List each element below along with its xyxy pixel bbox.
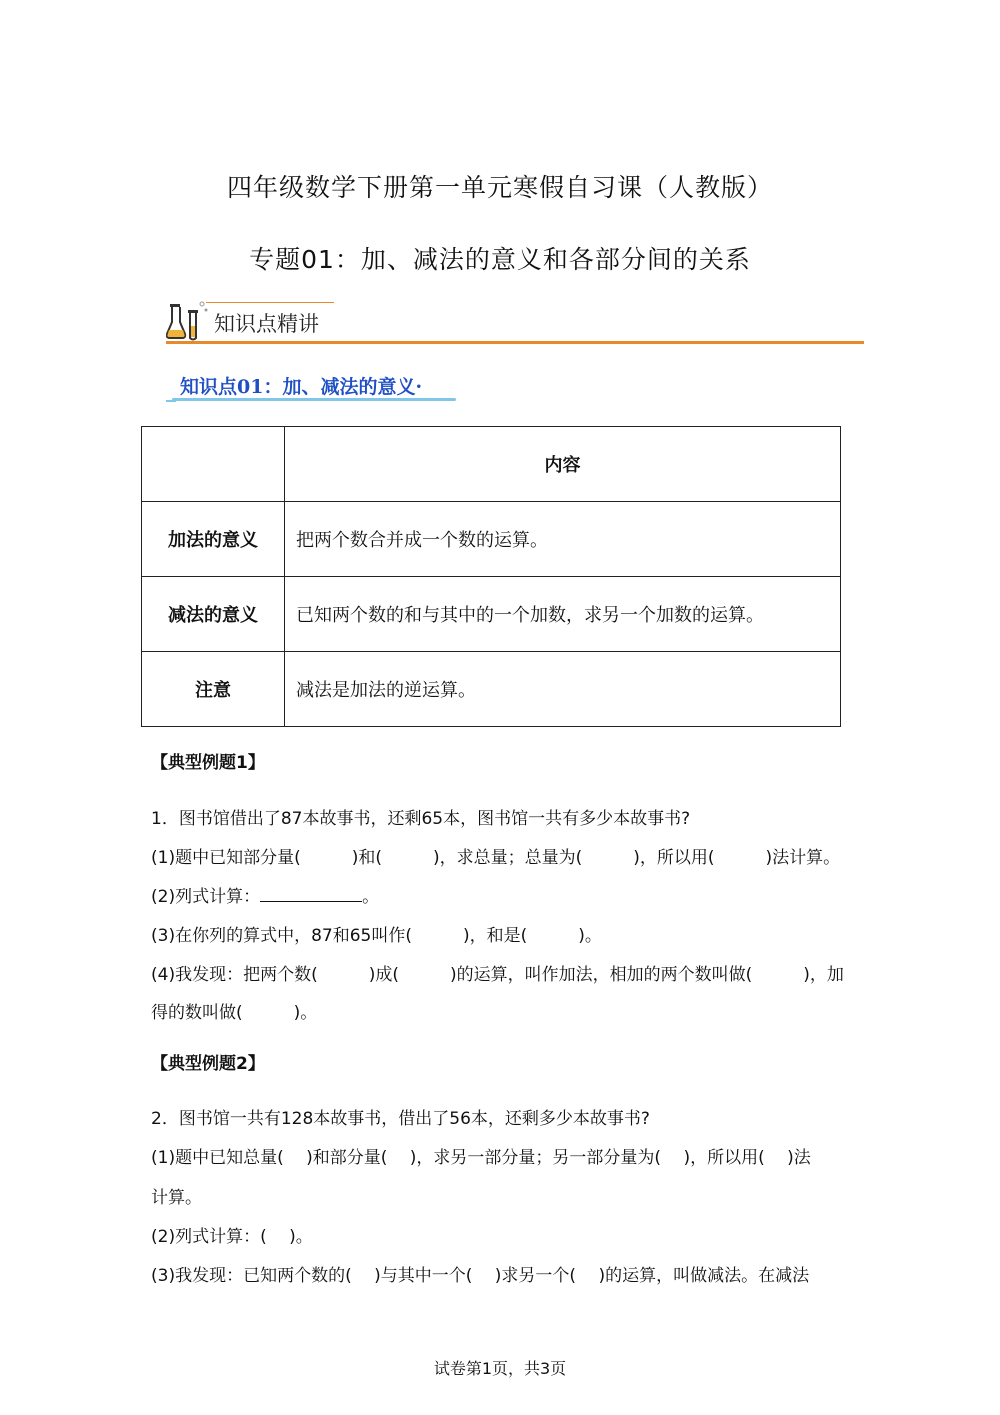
table-header-empty	[142, 427, 285, 502]
table-row	[142, 577, 841, 652]
table-header-content: 内容	[285, 427, 841, 502]
example1-q3: (3)在你列的算式中，87和65叫作( )，和是( )。	[151, 926, 602, 946]
section-header	[166, 298, 866, 346]
example2-q1-line1: (1)题中已知总量( )和部分量( )，求另一部分量；另一部分量为( )，所以用( )法	[151, 1148, 811, 1168]
example1-q2	[151, 882, 379, 907]
section-title: 知识点精讲	[214, 312, 319, 336]
table-row	[142, 502, 841, 577]
document-title: 四年级数学下册第一单元寒假自习课（人教版）	[226, 173, 773, 202]
answer-blank[interactable]	[260, 887, 362, 902]
example1-q2-prefix: (2)列式计算：	[151, 887, 261, 907]
table-row-value: 减法是加法的逆运算。	[285, 652, 841, 727]
table-row	[142, 652, 841, 727]
section-divider	[166, 341, 864, 344]
flask-icon	[166, 298, 210, 342]
page-footer: 试卷第1页，共3页	[433, 1359, 567, 1378]
example1-q2-suffix: 。	[362, 887, 380, 907]
example1-q4-line2: 得的数叫做( )。	[151, 1003, 318, 1023]
example2-heading: 【典型例题2】	[151, 1054, 265, 1074]
example2-q2: (2)列式计算：( )。	[151, 1227, 313, 1247]
example2-q1-line2: 计算。	[151, 1188, 202, 1208]
table-row-value: 已知两个数的和与其中的一个加数，求另一个加数的运算。	[285, 577, 841, 652]
document-subtitle: 专题01：加、减法的意义和各部分间的关系	[249, 245, 751, 274]
table-row-label: 加法的意义	[142, 502, 285, 577]
table-header-row	[142, 427, 841, 502]
knowledge-table	[141, 426, 841, 727]
table-row-value: 把两个数合并成一个数的运算。	[285, 502, 841, 577]
example2-question: 2．图书馆一共有128本故事书，借出了56本，还剩多少本故事书?	[151, 1109, 650, 1129]
table-row-label: 注意	[142, 652, 285, 727]
example1-q4-line1: (4)我发现：把两个数( )成( )的运算，叫作加法，相加的两个数叫做( )，加	[151, 965, 844, 985]
table-row-label: 减法的意义	[142, 577, 285, 652]
knowledge-point-underline	[172, 398, 456, 401]
example1-heading: 【典型例题1】	[151, 753, 265, 773]
section-top-rule	[206, 302, 334, 303]
example1-question: 1．图书馆借出了87本故事书，还剩65本，图书馆一共有多少本故事书?	[151, 809, 691, 829]
example2-q3: (3)我发现：已知两个数的( )与其中一个( )求另一个( )的运算，叫做减法。在减法	[151, 1266, 810, 1286]
example1-q1: (1)题中已知部分量( )和( )，求总量；总量为( )，所以用( )法计算。	[151, 848, 841, 868]
knowledge-point-title: 知识点01：加、减法的意义·	[180, 376, 423, 398]
